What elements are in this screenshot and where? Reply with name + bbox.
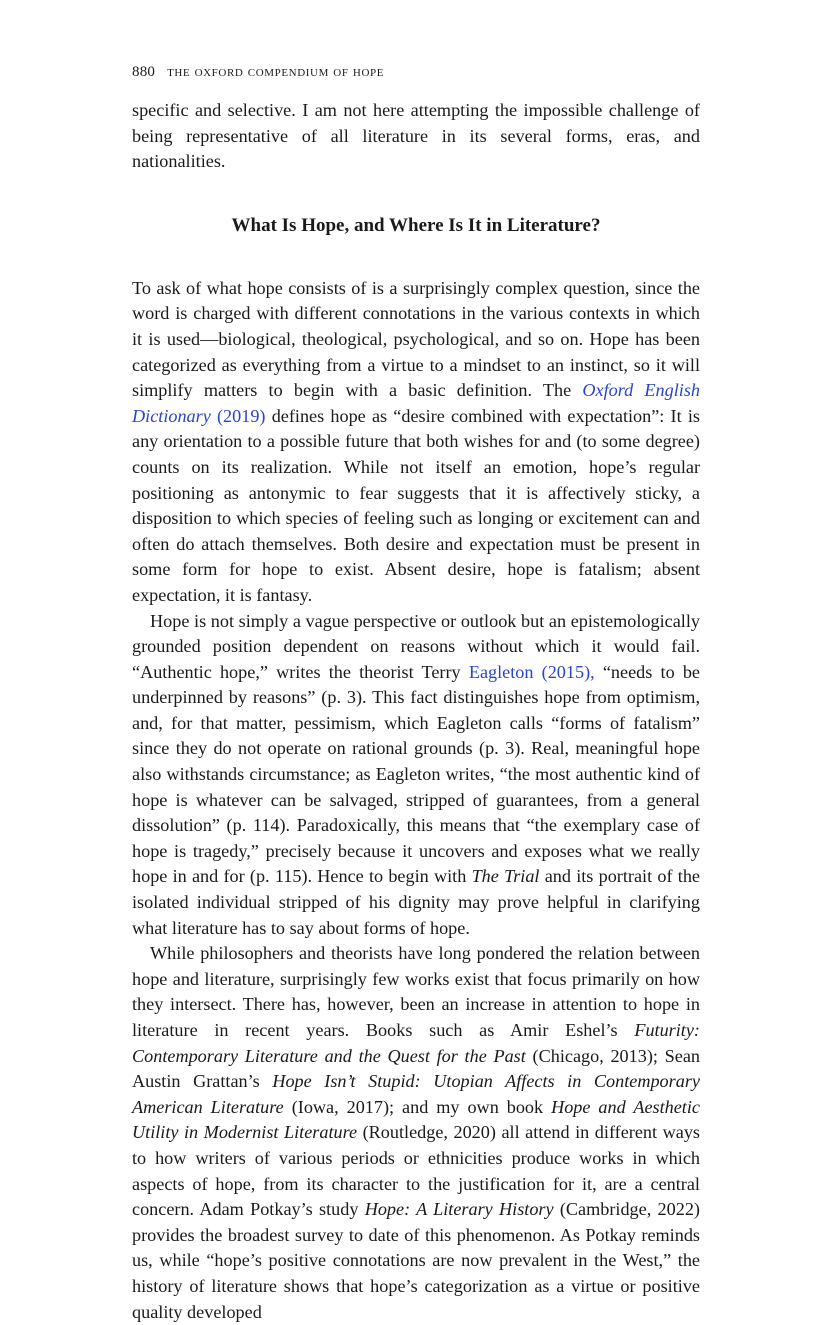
paragraph-3-text-d: (Routledge, 2020) all attend in different ways to how writers of various periods or ethnicities produce works in which aspects of hope, from its character to the justification for it, are a central concern. Adam Potkay’s study bbox=[132, 1122, 700, 1220]
book-title-hope-aesthetic-utility: Hope and Aesthetic Utility in Modernist Literature bbox=[132, 1096, 700, 1143]
paragraph-3-text-e: (Cambridge, 2022) provides the broadest survey to date of this phenomenon. As Potkay reminds us, while “hope’s positive connotations are now prevalent in the West,” the history of literature shows that hope’s categorization as a virtue or positive quality developed bbox=[132, 1199, 700, 1322]
citation-oed-year: (2019) bbox=[210, 405, 266, 426]
paragraph-2-text-b: “needs to be underpinned by reasons” (p. 3). This fact distinguishes hope from optimism, and, for that matter, pessimism, which Eagleton calls “forms of fatalism” since they do not operate on rational grounds (p. 3). Real, meaningful hope also withstands circumstance; as Eagleton writes, “the most authentic kind of hope is whatever can be salvaged, stripped of guarantees, from a general dissolution” (p. 114). Paradoxically, this means that “the exemplary case of hope is tragedy,” precisely because it uncovers and exposes what we really hope in and for (p. 115). Hence to begin with bbox=[132, 661, 701, 887]
citation-oed-title: Oxford English Dictionary bbox=[132, 380, 700, 426]
paragraph-1-text-a: To ask of what hope consists of is a surprisingly complex question, since the word is charged with different connotations in the various contexts in which it is used—biological, theological, psychological, and so on. Hope has been categorized as everything from a virtue to a mindset to an instinct, so it will simplify matters to begin with a basic definition. The bbox=[132, 277, 700, 401]
paragraph-3-text-a: While philosophers and theorists have long pondered the relation between hope and literature, surprisingly few works exist that focus primarily on how they intersect. There has, however, been an increase in attention to hope in literature in recent years. Books such as Amir Eshel’s bbox=[132, 943, 700, 1040]
citation-link-eagleton[interactable]: Eagleton (2015), bbox=[468, 661, 595, 682]
running-title: the oxford compendium of hope bbox=[167, 64, 385, 80]
paragraph-3-text-b: (Chicago, 2013); Sean Austin Grattan’s bbox=[132, 1045, 700, 1092]
paragraph-3-text-c: (Iowa, 2017); and my own book bbox=[283, 1096, 552, 1117]
book-title-hope-isnt-stupid: Hope Isn’t Stupid: Utopian Affects in Contemporary American Literature bbox=[132, 1071, 700, 1117]
paragraph-1-text-b: defines hope as “desire combined with expectation”: It is any orientation to a possible future that both wishes for and (to some degree) counts on its realization. While not itself an emotion, hope’s regular positioning as antonymic to fear suggests that it is affectively sticky, a disposition to which species of feeling such as longing or excitement can and often do attach themselves. Both desire and expectation must be present in some form for hope to exist. Absent desire, hope is fatalism; absent expectation, it is fantasy. bbox=[132, 405, 700, 605]
paragraph-3 bbox=[132, 941, 700, 1325]
paragraph-2-text-c: and its portrait of the isolated individual stripped of his dignity may prove helpful in clarifying what literature has to say about forms of hope. bbox=[132, 866, 700, 938]
intro-paragraph: specific and selective. I am not here attempting the impossible challenge of being representative of all literature in its several forms, eras, and nationalities. bbox=[132, 100, 700, 172]
paragraph-1 bbox=[132, 276, 700, 609]
paragraph-2 bbox=[132, 609, 700, 942]
body-text bbox=[132, 98, 700, 1325]
page-number: 880 bbox=[132, 64, 156, 80]
book-title-futurity: Futurity: Contemporary Literature and the Quest for the Past bbox=[132, 1020, 700, 1066]
book-title-literary-history: Hope: A Literary History bbox=[364, 1199, 554, 1220]
paragraph-2-text-a: Hope is not simply a vague perspective or outlook but an epistemologically grounded position dependent on reasons without which it would fail. “Authentic hope,” writes the theorist Terry bbox=[132, 610, 700, 682]
title-the-trial: The Trial bbox=[471, 866, 540, 887]
running-header bbox=[132, 62, 384, 82]
section-heading: What Is Hope, and Where Is It in Literature? bbox=[231, 214, 601, 236]
